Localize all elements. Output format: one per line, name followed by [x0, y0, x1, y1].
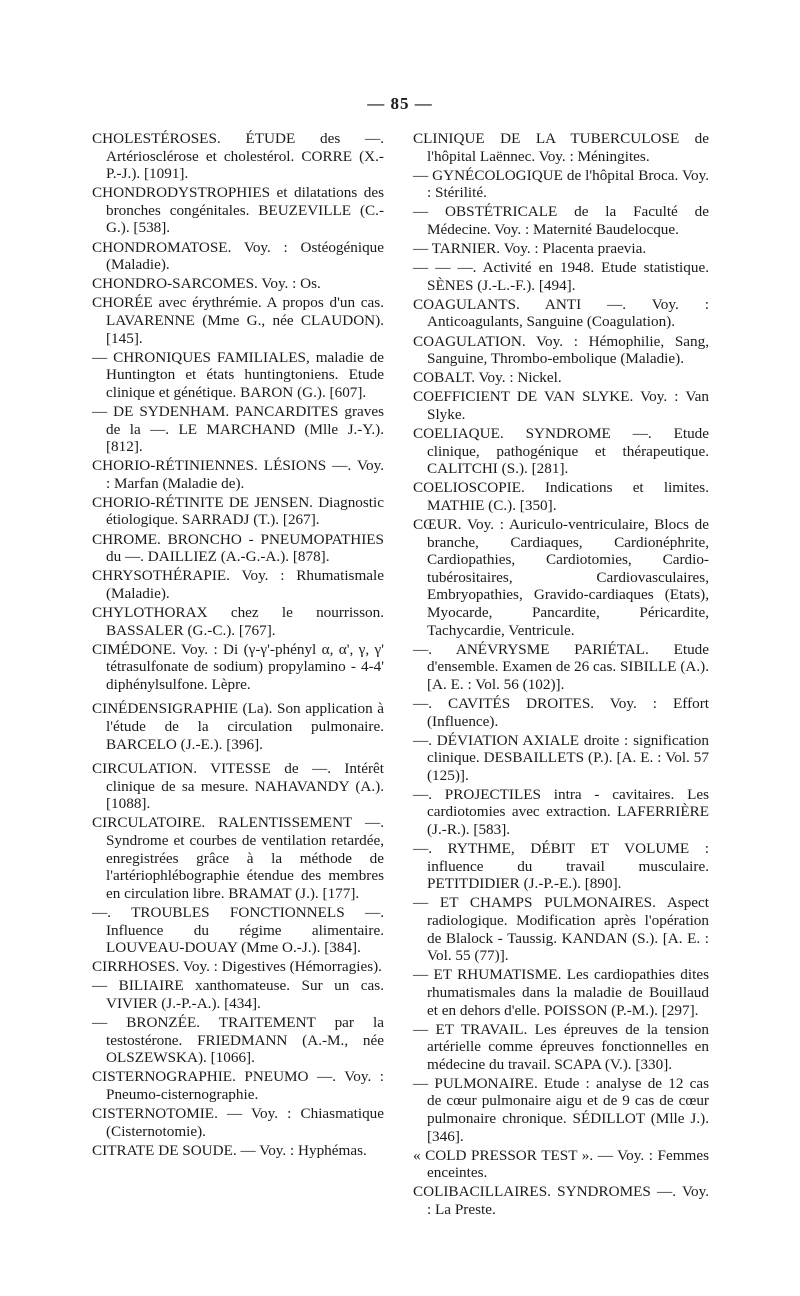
index-entry: —. TROUBLES FONCTIONNELS —. Influence du régime alimentaire. LOUVEAU-DOUAY (Mme O.-J.). [384].: [92, 903, 384, 957]
index-entry: — BILIAIRE xanthomateuse. Sur un cas. VIVIER (J.-P.-A.). [434].: [92, 977, 384, 1012]
page-number: — 85 —: [367, 94, 433, 113]
index-entry: CHOLESTÉROSES. ÉTUDE des —. Artériosclérose et cholestérol. CORRE (X.-P.-J.). [1091].: [92, 130, 384, 183]
index-entry: —. RYTHME, DÉBIT ET VOLUME : influence du travail musculaire. PETITDIDIER (J.-P.-E.). [890].: [413, 840, 709, 893]
index-entry: CIMÉDONE. Voy. : Di (γ-γ'-phényl α, α', γ, γ' tétrasulfonate de sodium) propylamino - 4-4' diphénylsulfone. Lèpre.: [92, 640, 384, 693]
index-entry: — ET CHAMPS PULMONAIRES. Aspect radiologique. Modification après l'opération de Blalock - Taussig. KANDAN (S.). [A. E. : Vol. 55 (77)].: [413, 894, 709, 965]
index-entry: CINÉDENSIGRAPHIE (La). Son application à l'étude de la circulation pulmonaire. BARCELO (J.-E.). [396].: [92, 700, 384, 753]
index-entry: CLINIQUE DE LA TUBERCULOSE de l'hôpital Laënnec. Voy. : Méningites.: [413, 130, 709, 165]
index-entry: COBALT. Voy. : Nickel.: [413, 369, 562, 387]
right-column: [413, 130, 709, 1220]
index-entry: COEFFICIENT DE VAN SLYKE. Voy. : Van Slyke.: [413, 388, 709, 423]
index-entry: — DE SYDENHAM. PANCARDITES graves de la —. LE MARCHAND (Mlle J.-Y.). [812].: [92, 402, 384, 456]
index-entry: —. CAVITÉS DROITES. Voy. : Effort (Influence).: [413, 694, 709, 730]
index-entry: —. PROJECTILES intra - cavitaires. Les cardiotomies avec extraction. LAFERRIÈRE (J.-R.). [583].: [413, 785, 709, 839]
index-entry: CHONDRODYSTROPHIES et dilatations des bronches congénitales. BEUZEVILLE (C.-G.). [538].: [92, 184, 384, 237]
index-entry: CIRRHOSES. Voy. : Digestives (Hémorragies).: [92, 958, 382, 976]
index-entry: « COLD PRESSOR TEST ». — Voy. : Femmes enceintes.: [413, 1146, 709, 1182]
index-entry: COLIBACILLAIRES. SYNDROMES —. Voy. : La Preste.: [413, 1183, 709, 1219]
index-entry: COELIOSCOPIE. Indications et limites. MATHIE (C.). [350].: [413, 479, 709, 514]
index-entry: — TARNIER. Voy. : Placenta praevia.: [413, 240, 647, 258]
index-entry: —. ANÉVRYSME PARIÉTAL. Etude d'ensemble. Examen de 26 cas. SIBILLE (A.). [A. E. : Vol. 56 (102)].: [413, 640, 709, 693]
index-entry: — PULMONAIRE. Etude : analyse de 12 cas de cœur pulmonaire aigu et de 9 cas de cœur pulmonaire chronique. SÉDILLOT (Mlle J.). [346].: [413, 1074, 709, 1145]
index-entry: CISTERNOTOMIE. — Voy. : Chiasmatique (Cisternotomie).: [92, 1104, 384, 1140]
index-entry: CŒUR. Voy. : Auriculo-ventriculaire, Blocs de branche, Cardiaques, Cardionéphrite, Cardiopathies, Cardiotomies, Cardio-tubérositaires, Cardiovasculaires, Embryopathies, Gravido-cardiaques (Etats), Myocarde, Pancardite, Péricardite, Tachycardie, Ventricule.: [413, 515, 709, 639]
index-entry: CHRYSOTHÉRAPIE. Voy. : Rhumatismale (Maladie).: [92, 567, 384, 602]
index-entry: CIRCULATION. VITESSE de —. Intérêt clinique de sa mesure. NAHAVANDY (A.). [1088].: [92, 760, 384, 813]
index-entry: — OBSTÉTRICALE de la Faculté de Médecine. Voy. : Maternité Baudelocque.: [413, 203, 709, 238]
index-entry: COAGULANTS. ANTI —. Voy. : Anticoagulants, Sanguine (Coagulation).: [413, 295, 709, 331]
left-column: [92, 130, 384, 1161]
index-entry: COELIAQUE. SYNDROME —. Etude clinique, pathogénique et thérapeutique. CALITCHI (S.). [281].: [413, 425, 709, 478]
index-entry: CISTERNOGRAPHIE. PNEUMO —. Voy. : Pneumo-cisternographie.: [92, 1068, 384, 1103]
index-entry: — BRONZÉE. TRAITEMENT par la testostérone. FRIEDMANN (A.-M., née OLSZEWSKA). [1066].: [92, 1014, 384, 1067]
index-entry: COAGULATION. Voy. : Hémophilie, Sang, Sanguine, Thrombo-embolique (Maladie).: [413, 332, 709, 368]
index-entry: CHONDROMATOSE. Voy. : Ostéogénique (Maladie).: [92, 238, 384, 274]
index-entry: — CHRONIQUES FAMILIALES, maladie de Huntington et états huntingtoniens. Etude clinique et génétique. BARON (G.). [607].: [92, 348, 384, 401]
index-entry: CHORÉE avec érythrémie. A propos d'un cas. LAVARENNE (Mme G., née CLAUDON). [145].: [92, 294, 384, 347]
index-entry: CHYLOTHORAX chez le nourrisson. BASSALER (G.-C.). [767].: [92, 603, 384, 639]
index-entry: CIRCULATOIRE. RALENTISSEMENT —. Syndrome et courbes de ventilation retardée, enregistrées grâce à la méthode de l'artériophlébographie étendue des membres en circulation libre. BRAMAT (J.). [177].: [92, 814, 384, 902]
index-entry: CITRATE DE SOUDE. — Voy. : Hyphémas.: [92, 1141, 367, 1159]
index-entry: CHROME. BRONCHO - PNEUMOPATHIES du —. DAILLIEZ (A.-G.-A.). [878].: [92, 530, 384, 566]
index-entry: —. DÉVIATION AXIALE droite : signification clinique. DESBAILLETS (P.). [A. E. : Vol. 57 (125)].: [413, 731, 709, 784]
index-entry: — — —. Activité en 1948. Etude statistique. SÈNES (J.-L.-F.). [494].: [413, 259, 709, 294]
index-entry: CHORIO-RÉTINITE DE JENSEN. Diagnostic étiologique. SARRADJ (T.). [267].: [92, 493, 384, 529]
index-entry: CHORIO-RÉTINIENNES. LÉSIONS —. Voy. : Marfan (Maladie de).: [92, 457, 384, 492]
index-entry: CHONDRO-SARCOMES. Voy. : Os.: [92, 275, 321, 293]
index-entry: — ET RHUMATISME. Les cardiopathies dites rhumatismales dans la maladie de Bouillaud et en dehors d'elle. POISSON (P.-M.). [297].: [413, 966, 709, 1019]
index-entry: — ET TRAVAIL. Les épreuves de la tension artérielle comme épreuves fonctionnelles en médecine du travail. SCAPA (V.). [330].: [413, 1020, 709, 1073]
index-entry: — GYNÉCOLOGIQUE de l'hôpital Broca. Voy. : Stérilité.: [413, 166, 709, 202]
